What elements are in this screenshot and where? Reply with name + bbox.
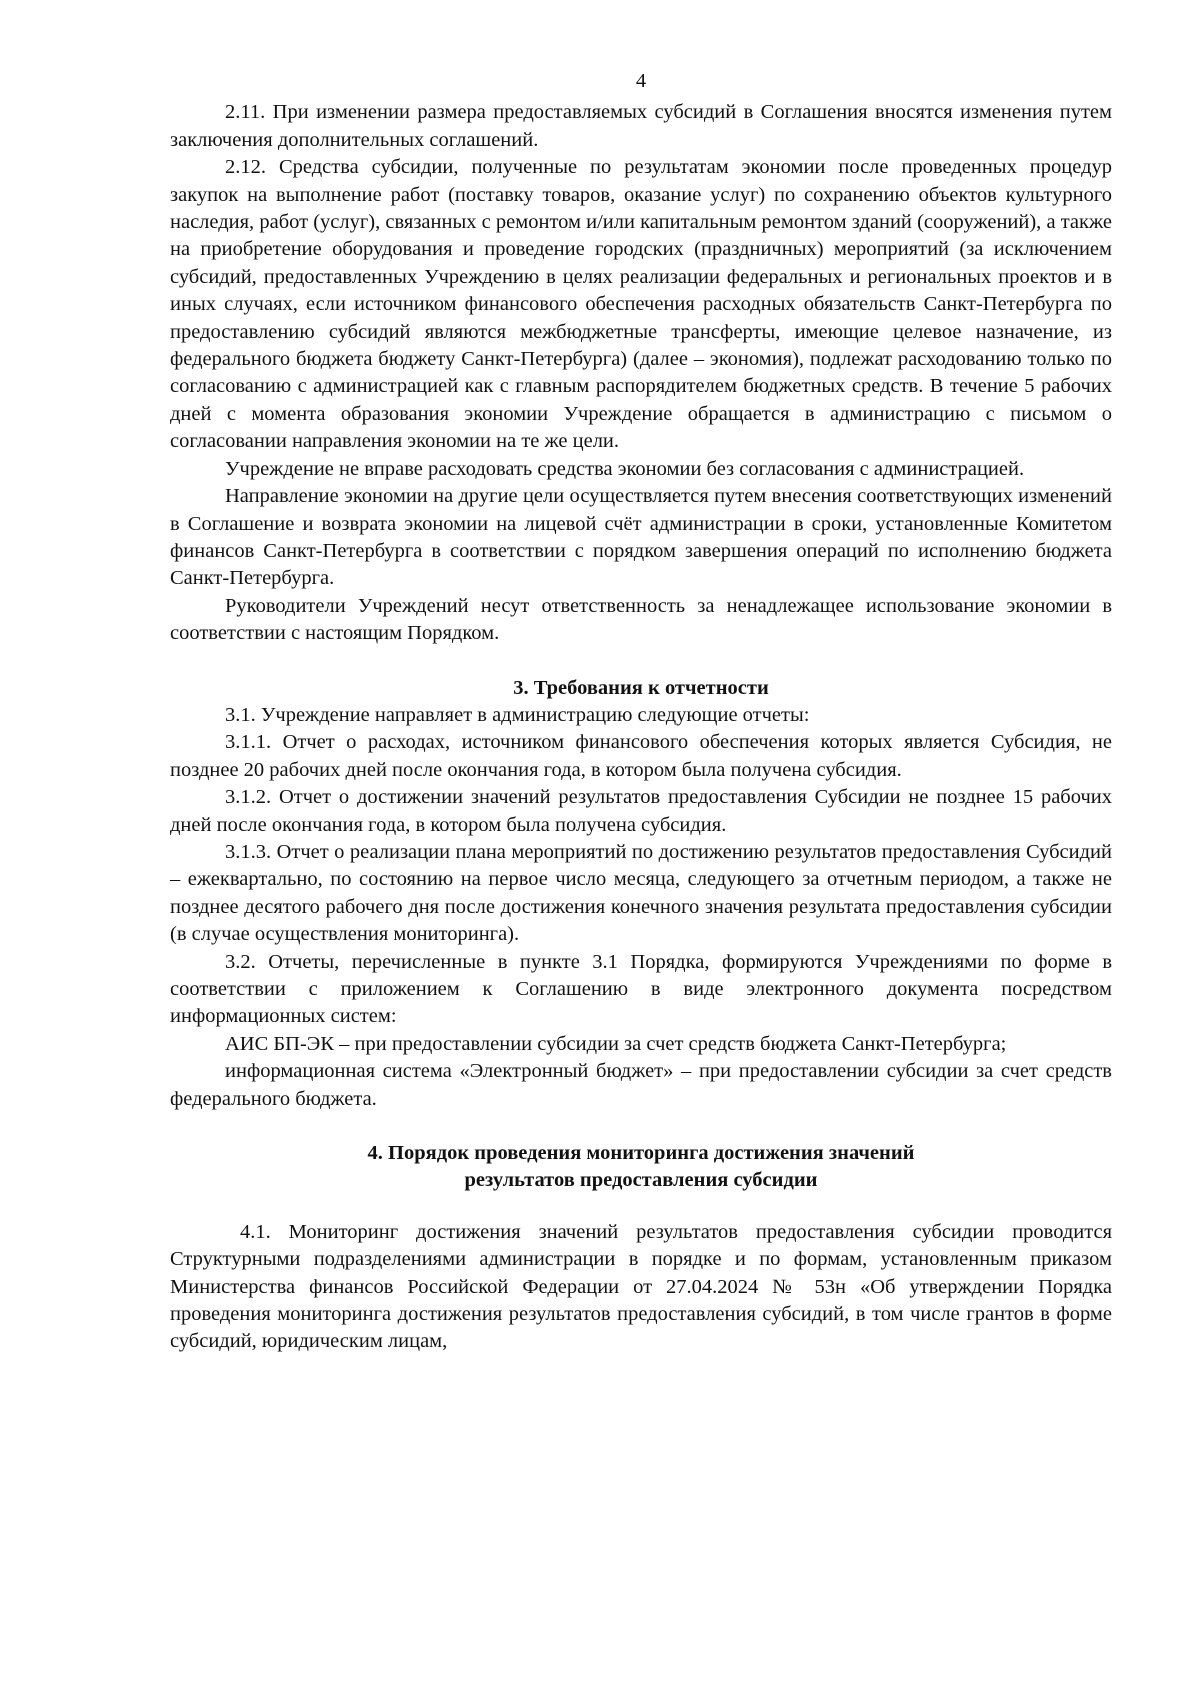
section-4-heading-line-1: 4. Порядок проведения мониторинга достижения значений [367, 1142, 915, 1165]
paragraph-3-1: 3.1. Учреждение направляет в администрацию следующие отчеты: [225, 703, 810, 726]
paragraph-electronic-budget: информационная система «Электронный бюджет» – при предоставлении субсидии за счет средств федерального бюджета. [170, 1060, 1112, 1110]
section-3-body [170, 702, 1112, 1113]
paragraph-responsibility: Руководители Учреждений несут ответственность за ненадлежащее использование экономии в соответствии с настоящим Порядком. [170, 594, 1112, 645]
paragraph-3-2: 3.2. Отчеты, перечисленные в пункте 3.1 Порядка, формируются Учреждениями по форме в соответствии с приложением к Соглашению в виде электронного документа посредством информационных систем: [170, 950, 1112, 1028]
paragraph-2-11: 2.11. При изменении размера предоставляемых субсидий в Соглашения вносятся изменения путем заключения дополнительных соглашений. [170, 101, 1112, 151]
section-2-continuation [170, 99, 1112, 647]
paragraph-no-right-to-spend: Учреждение не вправе расходовать средства экономии без согласования с администрацией. [225, 457, 1025, 480]
section-4-body [170, 1219, 1112, 1356]
paragraph-2-12: 2.12. Средства субсидии, полученные по результатам экономии после проведенных процедур закупок на выполнение работ (поставку товаров, оказание услуг) по сохранению объектов культурного наследия, работ (услуг), связанных с ремонтом и/или капитальным ремонтом зданий (сооружений), а также на приобретение оборудования и проведение городских (праздничных) мероприятий (за исключением субсидий, предоставленных Учреждению в целях реализации федеральных и региональных проектов и в иных случаях, если источником финансового обеспечения расходных обязательств Санкт-Петербурга по предоставлению субсидий являются межбюджетные трансферты, имеющие целевое назначение, из федерального бюджета бюджету Санкт-Петербурга) (далее – экономия), подлежат расходованию только по согласованию с администрацией как с главным распорядителем бюджетных средств. В течение 5 рабочих дней с момента образования экономии Учреждение обращается в администрацию с письмом о согласовании направления экономии на те же цели. [170, 156, 1112, 453]
paragraph-redirect-savings: Направление экономии на другие цели осуществляется путем внесения соответствующих изменений в Соглашение и возврата экономии на лицевой счёт администрации в сроки, установленные Комитетом финансов Санкт-Петербурга в соответствии с порядком завершения операций по исполнению бюджета Санкт-Петербурга. [170, 485, 1112, 590]
page-number: 4 [635, 70, 647, 92]
paragraph-3-1-3: 3.1.3. Отчет о реализации плана мероприятий по достижению результатов предоставления Субсидий – ежеквартально, по состоянию на первое число месяца, следующего за отчетным периодом, а также не позднее десятого рабочего дня после достижения конечного значения результата предоставления субсидии (в случае осуществления мониторинга). [170, 840, 1112, 946]
section-4-heading-line-2: результатов предоставления субсидии [464, 1169, 818, 1192]
paragraph-3-1-2: 3.1.2. Отчет о достижении значений результатов предоставления Субсидии не позднее 15 рабочих дней после окончания года, в котором была получена субсидия. [170, 786, 1112, 836]
paragraph-3-1-1: 3.1.1. Отчет о расходах, источником финансового обеспечения которых является Субсидия, не позднее 20 рабочих дней после окончания года, в котором была получена субсидия. [170, 731, 1112, 781]
paragraph-ais-bp-ek: АИС БП-ЭК – при предоставлении субсидии за счет средств бюджета Санкт-Петербурга; [225, 1032, 1007, 1055]
paragraph-4-1: 4.1. Мониторинг достижения значений результатов предоставления субсидии проводится Структурными подразделениями администрации в порядке и по формам, установленным приказом Министерства финансов Российской Федерации от 27.04.2024 № 53н «Об утверждении Порядка проведения мониторинга достижения результатов предоставления субсидий, в том числе грантов в форме субсидий, юридическим лицам, [170, 1220, 1112, 1353]
section-4-heading [170, 1140, 1112, 1195]
section-3-heading: 3. Требования к отчетности [513, 676, 769, 699]
